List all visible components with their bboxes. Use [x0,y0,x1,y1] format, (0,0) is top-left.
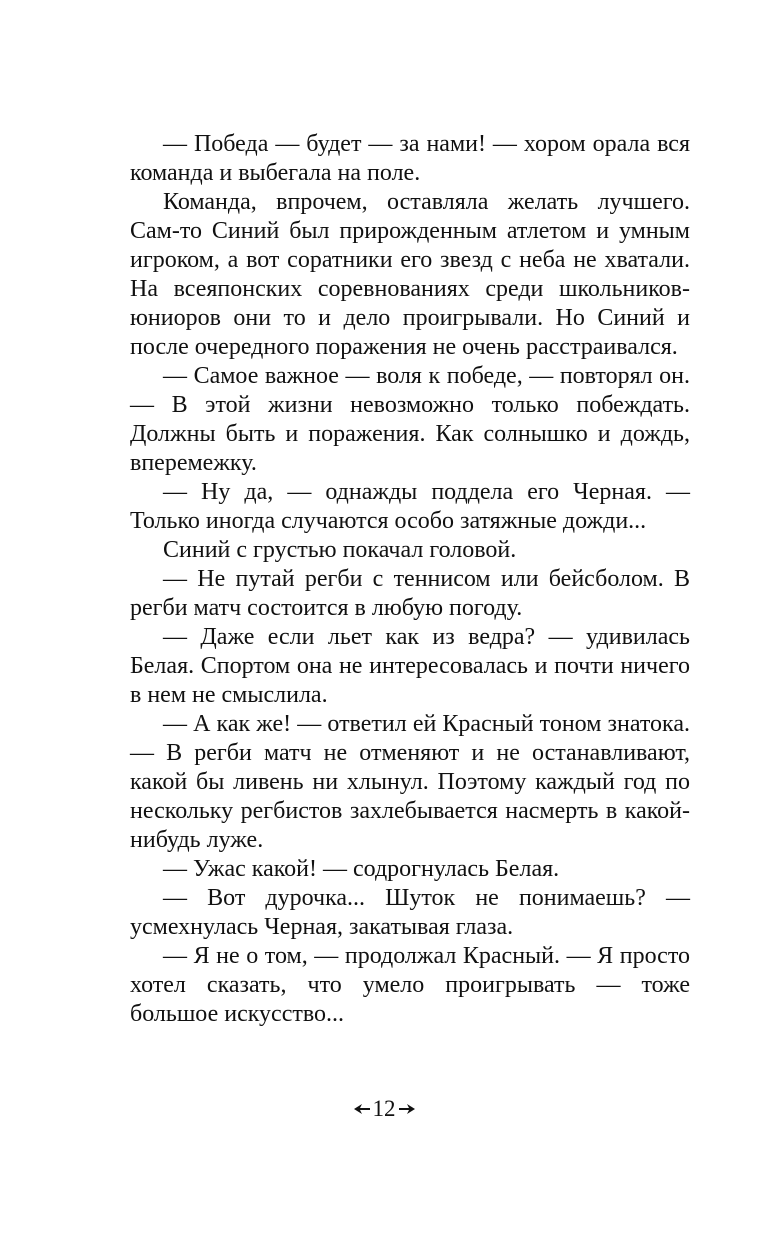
page-number: 12 [372,1096,396,1121]
paragraph-6: — Не путай регби с теннисом или бейсболом. В регби матч состоится в любую погоду. [130,566,690,621]
page-footer [0,1096,768,1122]
paragraph-9: — Ужас какой! — содрогнулась Белая. [163,856,560,882]
paragraph-2: Команда, впрочем, оставляла желать лучшего. Сам-то Синий был прирожденным атлетом и умным игроком, а вот соратники его звезд с неба не хватали. На всеяпонских соревнованиях среди школьников-юниоров они то и дело проигрывали. Но Синий и после очередного поражения не очень расстраивался. [130,189,690,360]
paragraph-5: Синий с грустью покачал головой. [163,537,517,563]
right-arrowhead-ornament-icon [399,1104,415,1114]
paragraph-11: — Я не о том, — продолжал Красный. — Я просто хотел сказать, что умело проигрывать — тоже большое искусство... [130,943,690,1027]
paragraph-10: — Вот дурочка... Шуток не понимаешь? — усмехнулась Черная, закатывая глаза. [130,885,690,940]
paragraph-8: — А как же! — ответил ей Красный тоном знатока. — В регби матч не отменяют и не останавливают, какой бы ливень ни хлынул. Поэтому каждый год по нескольку регбистов захлебывается насмерть в какой-нибудь луже. [130,711,690,853]
left-arrowhead-ornament-icon [354,1104,370,1114]
paragraph-7: — Даже если льет как из ведра? — удивилась Белая. Спортом она не интересовалась и почти ничего в нем не смыслила. [130,624,690,708]
paragraph-1: — Победа — будет — за нами! — хором орала вся команда и выбегала на поле. [130,131,690,186]
paragraph-3: — Самое важное — воля к победе, — повторял он. — В этой жизни невозможно только побеждать. Должны быть и поражения. Как солнышко и дождь, вперемежку. [130,363,690,476]
paragraph-4: — Ну да, — однажды поддела его Черная. — Только иногда случаются особо затяжные дожди... [130,479,690,534]
page-body-text [130,130,690,1029]
